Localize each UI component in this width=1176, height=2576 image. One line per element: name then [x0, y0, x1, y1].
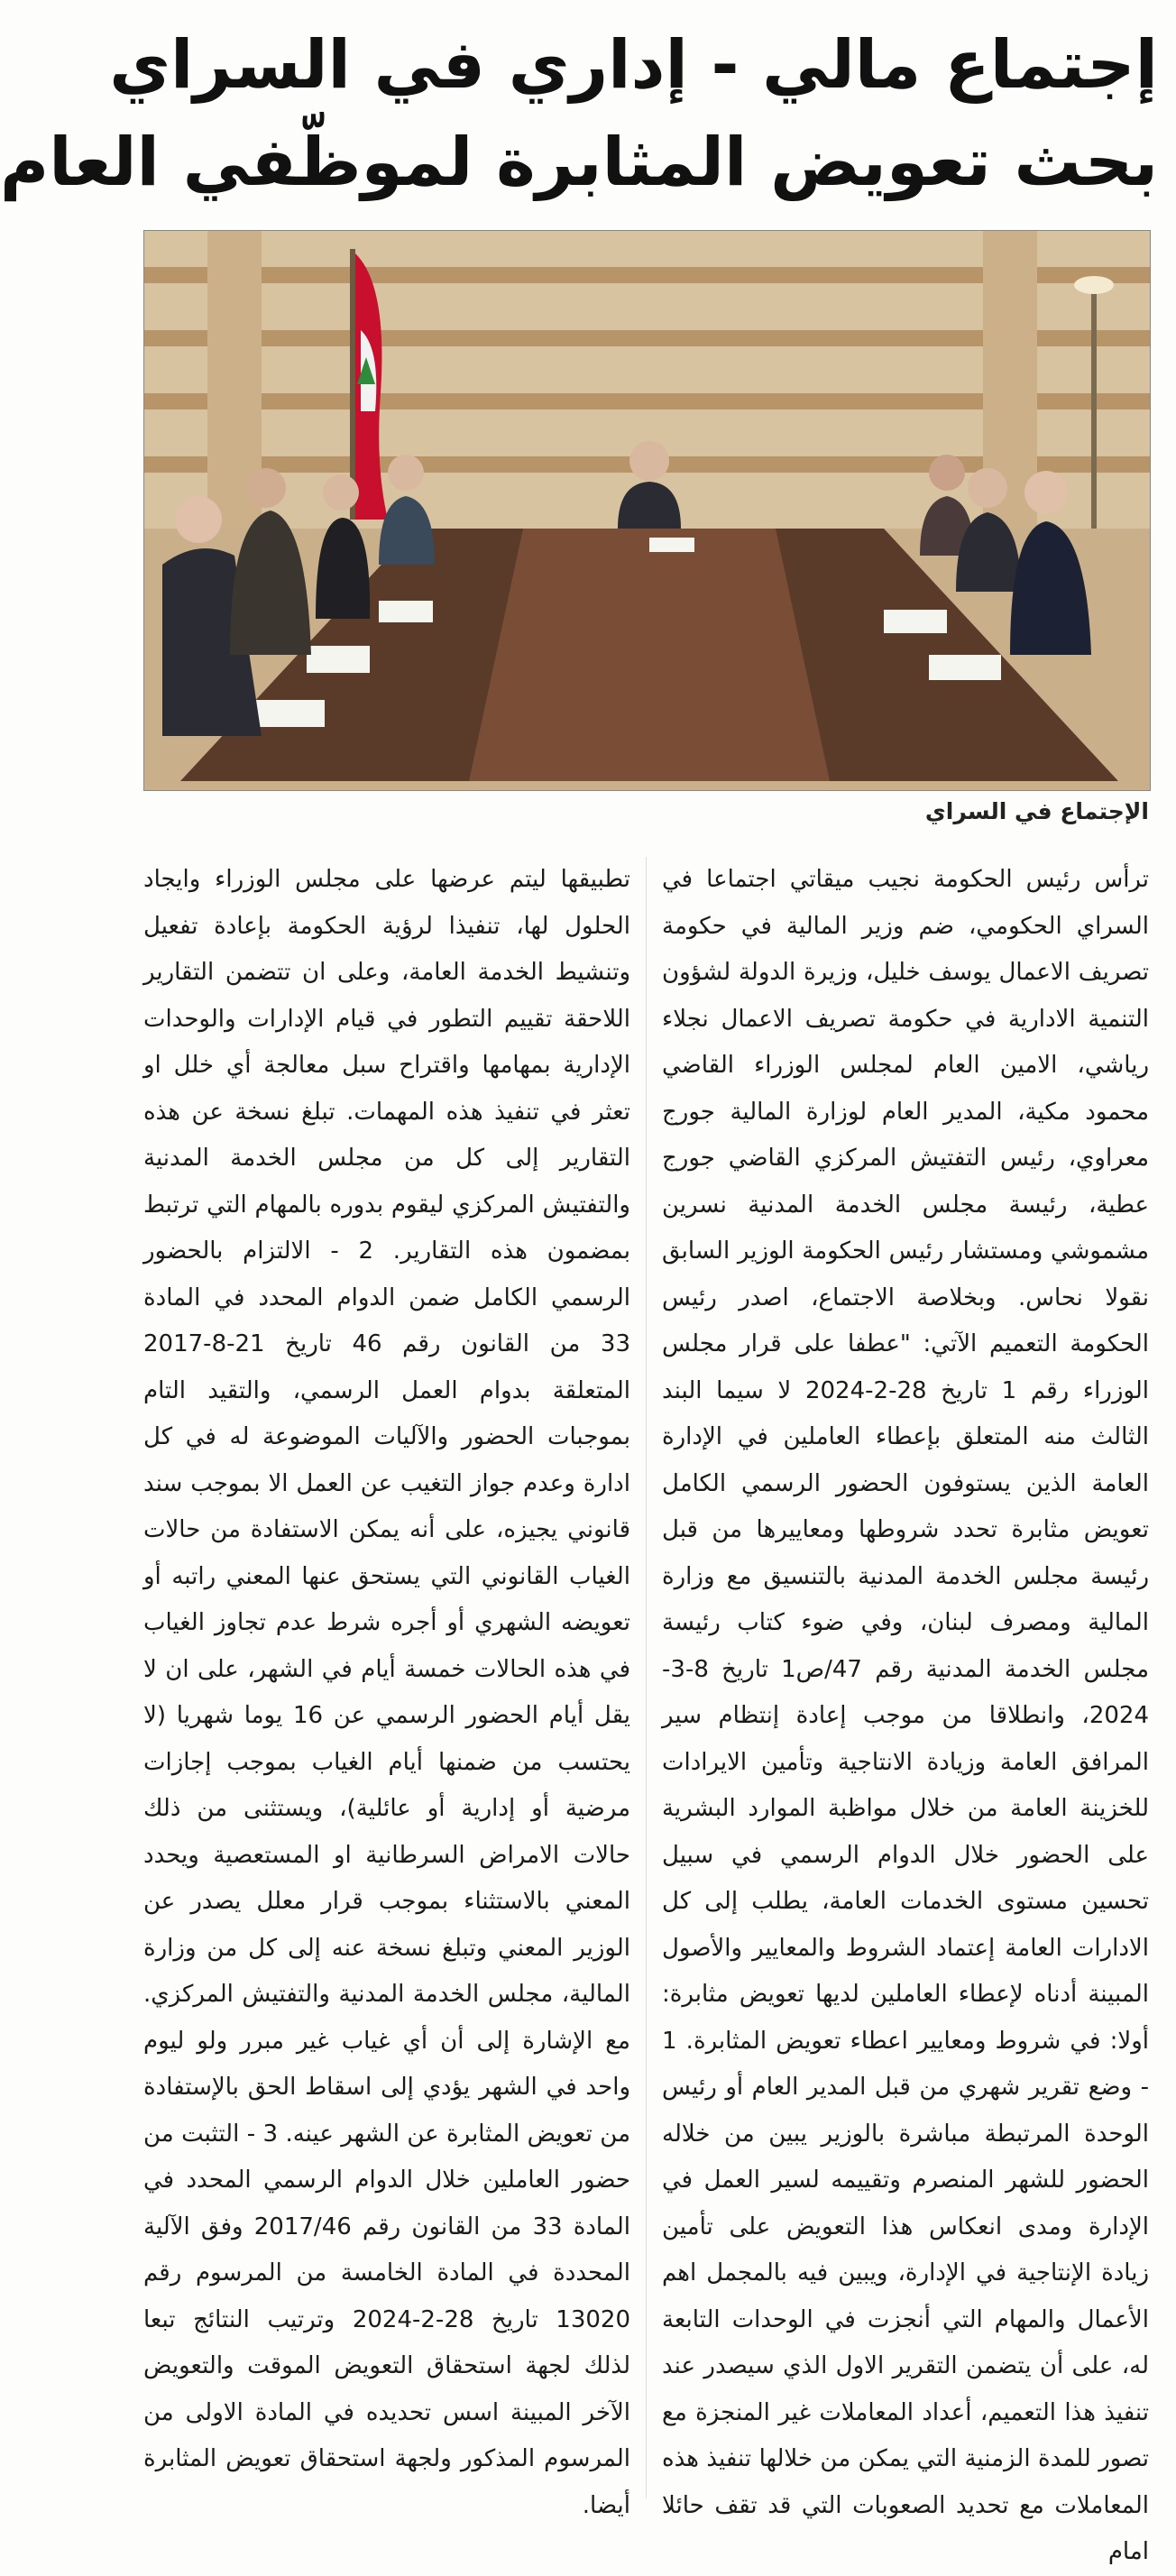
headline-line-1: إجتماع مالي - إداري في السراي	[109, 26, 1158, 104]
headline	[0, 16, 1158, 211]
meeting-photo	[143, 230, 1151, 791]
photo-caption: الإجتماع في السراي	[924, 798, 1149, 824]
article-column-left	[143, 857, 631, 2519]
meeting-photo-illustration	[144, 231, 1150, 790]
headline-line-2: بحث تعويض المثابرة لموظّفي العام	[0, 124, 1158, 201]
article-paragraph-right: ترأس رئيس الحكومة نجيب ميقاتي اجتماعا في السراي الحكومي، ضم وزير المالية في حكومة تصريف الاعمال يوسف خليل، وزيرة الدولة لشؤون التنمية الادارية في حكومة تصريف الاعمال نجلاء رياشي، الامين العام لمجلس الوزراء القاضي محمود مكية، المدير العام لوزارة المالية جورج معراوي، رئيس التفتيش المركزي القاضي جورج عطية، رئيسة مجلس الخدمة المدنية نسرين مشموشي ومستشار رئيس الحكومة الوزير السابق نقولا نحاس. وبخلاصة الاجتماع، اصدر رئيس الحكومة التعميم الآتي: "عطفا على قرار مجلس الوزراء رقم 1 تاريخ 28-2-2024 لا سيما البند الثالث منه المتعلق بإعطاء العاملين في الإدارة العامة الذين يستوفون الحضور الرسمي الكامل تعويض مثابرة تحدد شروطها ومعاييرها من قبل رئيسة مجلس الخدمة المدنية بالتنسيق مع وزارة المالية ومصرف لبنان، وفي ضوء كتاب رئيسة مجلس الخدمة المدنية رقم 47/ص1 تاريخ 8-3-2024، وانطلاقا من موجب إعادة إنتظام سير المرافق العامة وزيادة الانتاجية وتأمين الايرادات للخزينة العامة من خلال مواظبة الموارد البشرية على الحضور خلال الدوام الرسمي في سبيل تحسين مستوى الخدمات العامة، يطلب إلى كل الادارات العامة إعتماد الشروط والمعايير والأصول المبينة أدناه لإعطاء العاملين لديها تعويض مثابرة: أولا: في شروط ومعايير اعطاء تعويض المثابرة. 1 - وضع تقرير شهري من قبل المدير العام أو رئيس الوحدة المرتبطة مباشرة بالوزير يبين من خلاله الحضور للشهر المنصرم وتقييمه لسير العمل في الإدارة ومدى انعكاس هذا التعويض على تأمين زيادة الإنتاجية في الإدارة، ويبين فيه بالمجمل اهم الأعمال والمهام التي أنجزت في الوحدات التابعة له، على أن يتضمن التقرير الاول الذي سيصدر عند تنفيذ هذا التعميم، أعداد المعاملات غير المنجزة مع تصور للمدة الزمنية التي يمكن من خلالها تنفيذ هذه المعاملات مع تحديد الصعوبات التي قد تقف حائلا امام	[662, 866, 1149, 2565]
article-body	[143, 857, 1149, 2565]
article-column-right	[662, 857, 1149, 2565]
article-paragraph-left: تطبيقها ليتم عرضها على مجلس الوزراء وايجاد الحلول لها، تنفيذا لرؤية الحكومة بإعادة تفعيل وتنشيط الخدمة العامة، وعلى ان تتضمن التقارير اللاحقة تقييم التطور في قيام الإدارات والوحدات الإدارية بمهامها واقتراح سبل معالجة أي خلل او تعثر في تنفيذ هذه المهمات. تبلغ نسخة عن هذه التقارير إلى كل من مجلس الخدمة المدنية والتفتيش المركزي ليقوم بدوره بالمهام التي ترتبط بمضمون هذه التقارير. 2 - الالتزام بالحضور الرسمي الكامل ضمن الدوام المحدد في المادة 33 من القانون رقم 46 تاريخ 21-8-2017 المتعلقة بدوام العمل الرسمي، والتقيد التام بموجبات الحضور والآليات الموضوعة له في كل ادارة وعدم جواز التغيب عن العمل الا بموجب سند قانوني يجيزه، على أنه يمكن الاستفادة من حالات الغياب القانوني التي يستحق عنها المعني راتبه أو تعويضه الشهري أو أجره شرط عدم تجاوز الغياب في هذه الحالات خمسة أيام في الشهر، على ان لا يقل أيام الحضور الرسمي عن 16 يوما شهريا (لا يحتسب من ضمنها أيام الغياب بموجب إجازات مرضية أو إدارية أو عائلية)، ويستثنى من ذلك حالات الامراض السرطانية او المستعصية ويحدد المعني بالاستثناء بموجب قرار معلل يصدر عن الوزير المعني وتبلغ نسخة عنه إلى كل من وزارة المالية، مجلس الخدمة المدنية والتفتيش المركزي. مع الإشارة إلى أن أي غياب غير مبرر ولو ليوم واحد في الشهر يؤدي إلى اسقاط الحق بالإستفادة من تعويض المثابرة عن الشهر عينه. 3 - التثبت من حضور العاملين خلال الدوام الرسمي المحدد في المادة 33 من القانون رقم 2017/46 وفق الآلية المحددة في المادة الخامسة من المرسوم رقم 13020 تاريخ 28-2-2024 وترتيب النتائج تبعا لذلك لجهة استحقاق التعويض الموقت والتعويض الآخر المبينة اسس تحديده في المادة الاولى من المرسوم المذكور ولجهة استحقاق تعويض المثابرة أيضا.	[143, 866, 631, 2519]
